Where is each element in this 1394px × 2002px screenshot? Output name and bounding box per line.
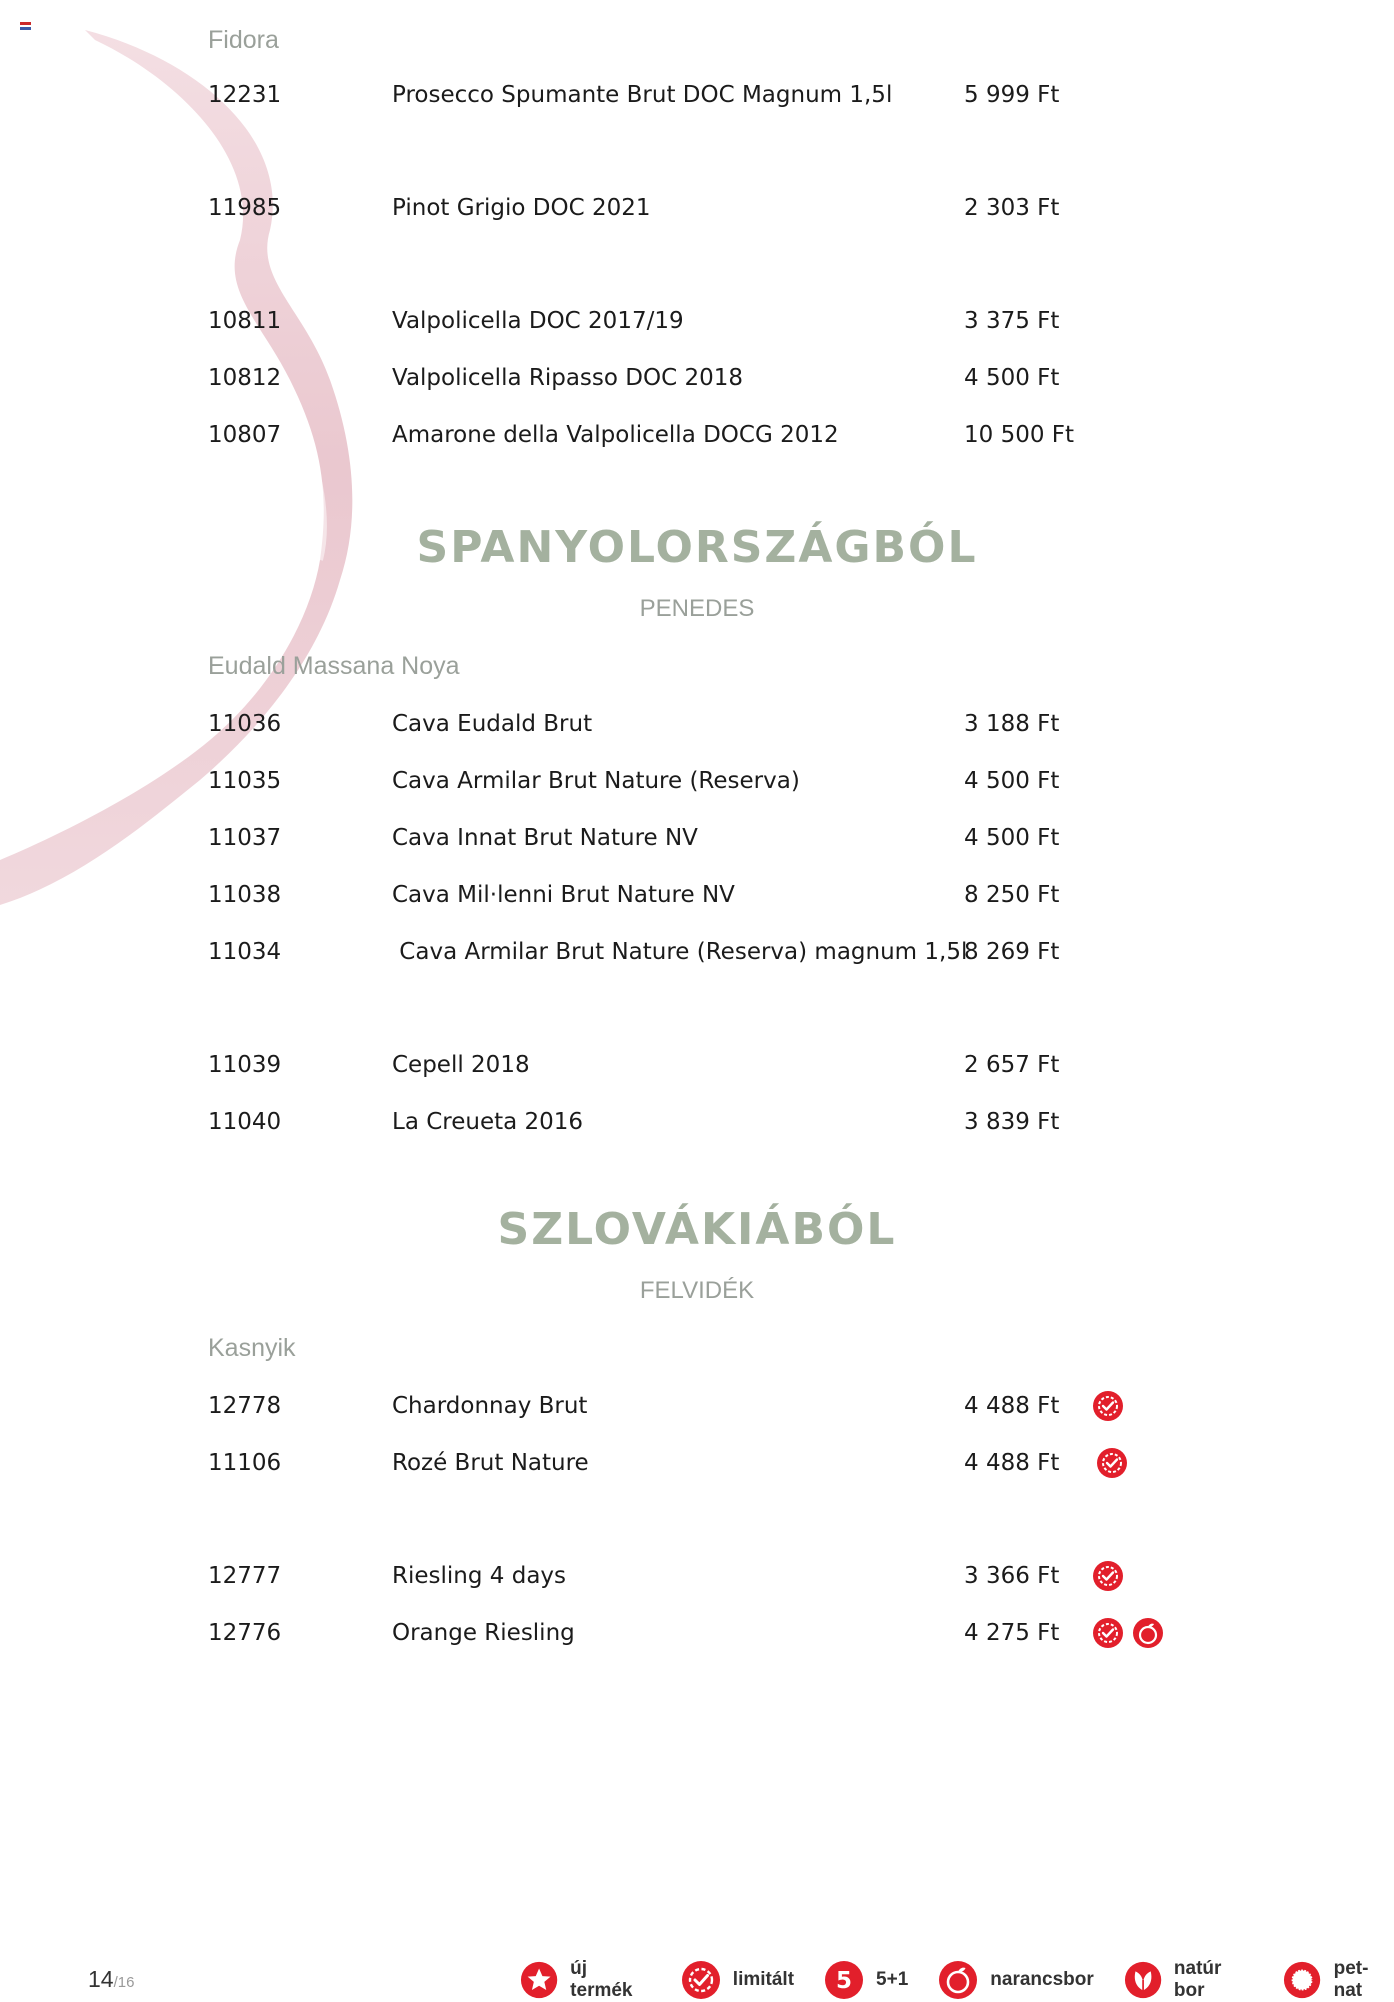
wine-price: 3 839 Ft: [964, 1109, 1060, 1135]
orange-wine-icon: [1132, 1617, 1164, 1649]
wine-code: 10811: [208, 308, 282, 334]
wine-row: [0, 189, 1394, 229]
wine-row: [0, 1046, 1394, 1086]
wine-name: Pinot Grigio DOC 2021: [392, 195, 651, 221]
wine-price: 8 250 Ft: [964, 882, 1060, 908]
wine-code: 11106: [208, 1450, 282, 1476]
producer-name: Eudald Massana Noya: [208, 652, 460, 680]
wine-name: Cava Armilar Brut Nature (Reserva) magnum 1,5l: [392, 939, 968, 965]
wine-code: 12231: [208, 82, 282, 108]
legend-label: narancsbor: [990, 1969, 1094, 1990]
wine-row: [0, 705, 1394, 745]
five-plus-one-icon: [824, 1960, 864, 2000]
wine-code: 12776: [208, 1620, 282, 1646]
pet-nat-icon: [1283, 1960, 1321, 2000]
wine-price: 3 375 Ft: [964, 308, 1060, 334]
legend-label: natúr bor: [1173, 1958, 1222, 2001]
wine-code: 11039: [208, 1052, 282, 1078]
wine-row: [0, 1444, 1394, 1484]
legend-limited: [681, 1960, 794, 2000]
wine-row: [0, 359, 1394, 399]
wine-name: Cepell 2018: [392, 1052, 530, 1078]
wine-price: 4 500 Ft: [964, 365, 1060, 391]
wine-row: [0, 76, 1394, 116]
wine-price: 5 999 Ft: [964, 82, 1060, 108]
wine-price: 3 188 Ft: [964, 711, 1060, 737]
flag-icon: [20, 22, 31, 30]
wine-code: 10812: [208, 365, 282, 391]
wine-row: [0, 302, 1394, 342]
wine-price: 2 303 Ft: [964, 195, 1060, 221]
wine-row: [0, 1103, 1394, 1143]
wine-code: 12777: [208, 1563, 282, 1589]
wine-code: 11034: [208, 939, 282, 965]
wine-price: 3 366 Ft: [964, 1563, 1060, 1589]
limited-icon: [1096, 1447, 1128, 1479]
wine-name: Riesling 4 days: [392, 1563, 567, 1589]
legend-label: pet-nat: [1333, 1958, 1369, 2001]
section-title: SZLOVÁKIÁBÓL: [497, 1204, 897, 1255]
wine-price: 4 275 Ft: [964, 1620, 1060, 1646]
wine-row: [0, 1387, 1394, 1427]
wine-code: 12778: [208, 1393, 282, 1419]
legend-label: 5+1: [876, 1969, 909, 1990]
section-title: SPANYOLORSZÁGBÓL: [416, 522, 978, 573]
wine-code: 11035: [208, 768, 282, 794]
wine-code: 11037: [208, 825, 282, 851]
producer-name: Fidora: [208, 26, 279, 54]
wine-price: 4 500 Ft: [964, 768, 1060, 794]
wine-name: Cava Eudald Brut: [392, 711, 593, 737]
page-number: [88, 1966, 134, 1993]
limited-icon: [1092, 1560, 1124, 1592]
wine-name: Rozé Brut Nature: [392, 1450, 589, 1476]
new-product-icon: [520, 1960, 558, 2000]
wine-name: Chardonnay Brut: [392, 1393, 588, 1419]
wine-price: 8 269 Ft: [964, 939, 1060, 965]
wine-code: 11036: [208, 711, 282, 737]
wine-price: 4 488 Ft: [964, 1450, 1060, 1476]
region-subtitle: FELVIDÉK: [639, 1277, 755, 1304]
wine-code: 11038: [208, 882, 282, 908]
legend-orange-wine: [938, 1960, 1093, 2000]
wine-price: 2 657 Ft: [964, 1052, 1060, 1078]
wine-row: [0, 416, 1394, 456]
wine-row: [0, 1614, 1394, 1654]
limited-icon: [1092, 1617, 1124, 1649]
wine-name: Orange Riesling: [392, 1620, 575, 1646]
wine-row: [0, 1557, 1394, 1597]
legend-label: limitált: [732, 1969, 795, 1990]
wine-name: Valpolicella DOC 2017/19: [392, 308, 684, 334]
limited-icon: [681, 1960, 721, 2000]
wine-name: Cava Armilar Brut Nature (Reserva): [392, 768, 800, 794]
region-subtitle: PENEDES: [639, 595, 755, 622]
wine-price: 4 488 Ft: [964, 1393, 1060, 1419]
legend-pet-nat: [1283, 1958, 1394, 2002]
legend-label: új termék: [570, 1958, 633, 2001]
wine-name: Prosecco Spumante Brut DOC Magnum 1,5l: [392, 82, 893, 108]
wine-row: [0, 762, 1394, 802]
limited-icon: [1092, 1390, 1124, 1422]
orange-wine-icon: [938, 1960, 978, 2000]
page-total: /16: [113, 1974, 135, 1991]
wine-row: [0, 819, 1394, 859]
wine-name: Cava Innat Brut Nature NV: [392, 825, 698, 851]
wine-price: 10 500 Ft: [964, 422, 1075, 448]
page-current: 14: [88, 1966, 114, 1992]
legend-natural-wine: [1124, 1958, 1254, 2002]
wine-name: La Creueta 2016: [392, 1109, 584, 1135]
wine-name: Valpolicella Ripasso DOC 2018: [392, 365, 743, 391]
wine-code: 11985: [208, 195, 282, 221]
natural-wine-icon: [1124, 1960, 1162, 2000]
wine-code: 10807: [208, 422, 282, 448]
icon-legend: [520, 1958, 1394, 2002]
wine-row: [0, 876, 1394, 916]
wine-code: 11040: [208, 1109, 282, 1135]
producer-name: Kasnyik: [208, 1334, 296, 1362]
wine-row: [0, 933, 1394, 973]
wine-price: 4 500 Ft: [964, 825, 1060, 851]
five-glyph: 5: [836, 1968, 853, 1994]
wine-name: Cava Mil·lenni Brut Nature NV: [392, 882, 735, 908]
wine-name: Amarone della Valpolicella DOCG 2012: [392, 422, 839, 448]
legend-new-product: [520, 1958, 651, 2002]
legend-five-plus-one: [824, 1960, 908, 2000]
